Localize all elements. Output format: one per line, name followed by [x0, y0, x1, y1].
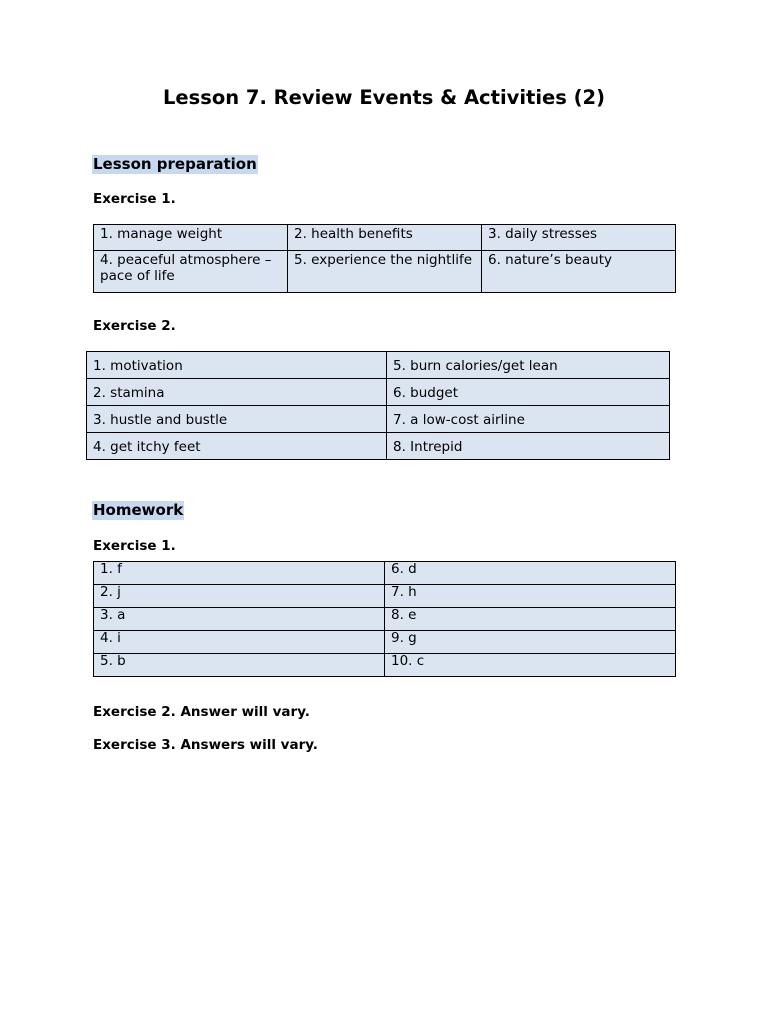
table-row [94, 631, 676, 654]
homework-exercise-3-label: Exercise 3. Answers will vary. [93, 737, 318, 753]
homework-exercise-1-table [93, 561, 676, 677]
table-cell: 5. burn calories/get lean [387, 352, 670, 379]
table-cell: 2. health benefits [288, 225, 482, 251]
table-row [94, 654, 676, 677]
table-row [87, 433, 670, 460]
table-row [87, 379, 670, 406]
table-cell: 3. daily stresses [482, 225, 676, 251]
homework-exercise-1-label: Exercise 1. [93, 538, 176, 554]
table-row [94, 608, 676, 631]
section-heading-homework: Homework [93, 501, 184, 519]
table-cell: 6. d [385, 562, 676, 585]
table-cell: 2. j [94, 585, 385, 608]
table-row [94, 585, 676, 608]
table-cell: 4. i [94, 631, 385, 654]
table-cell: 6. nature’s beauty [482, 251, 676, 293]
table-row [87, 406, 670, 433]
homework-exercise-2-label: Exercise 2. Answer will vary. [93, 704, 310, 720]
table-cell: 1. manage weight [94, 225, 288, 251]
table-cell: 10. c [385, 654, 676, 677]
table-cell: 5. experience the nightlife [288, 251, 482, 293]
table-row [87, 352, 670, 379]
table-cell: 1. motivation [87, 352, 387, 379]
table-row [94, 225, 676, 251]
table-cell: 7. a low-cost airline [387, 406, 670, 433]
table-cell: 9. g [385, 631, 676, 654]
table-cell: 2. stamina [87, 379, 387, 406]
section-heading-lesson-preparation: Lesson preparation [93, 155, 257, 173]
table-row [94, 251, 676, 293]
table-cell: 6. budget [387, 379, 670, 406]
table-cell: 4. get itchy feet [87, 433, 387, 460]
table-cell: 1. f [94, 562, 385, 585]
table-cell: 3. hustle and bustle [87, 406, 387, 433]
table-cell: 4. peaceful atmosphere – pace of life [94, 251, 288, 293]
exercise-2-label: Exercise 2. [93, 318, 176, 334]
exercise-2-table [86, 351, 670, 460]
document-title: Lesson 7. Review Events & Activities (2) [162, 86, 606, 109]
table-cell: 7. h [385, 585, 676, 608]
table-cell: 3. a [94, 608, 385, 631]
exercise-1-label: Exercise 1. [93, 191, 176, 207]
exercise-1-table [93, 224, 676, 293]
table-cell: 5. b [94, 654, 385, 677]
table-cell: 8. e [385, 608, 676, 631]
table-cell: 8. Intrepid [387, 433, 670, 460]
table-row [94, 562, 676, 585]
